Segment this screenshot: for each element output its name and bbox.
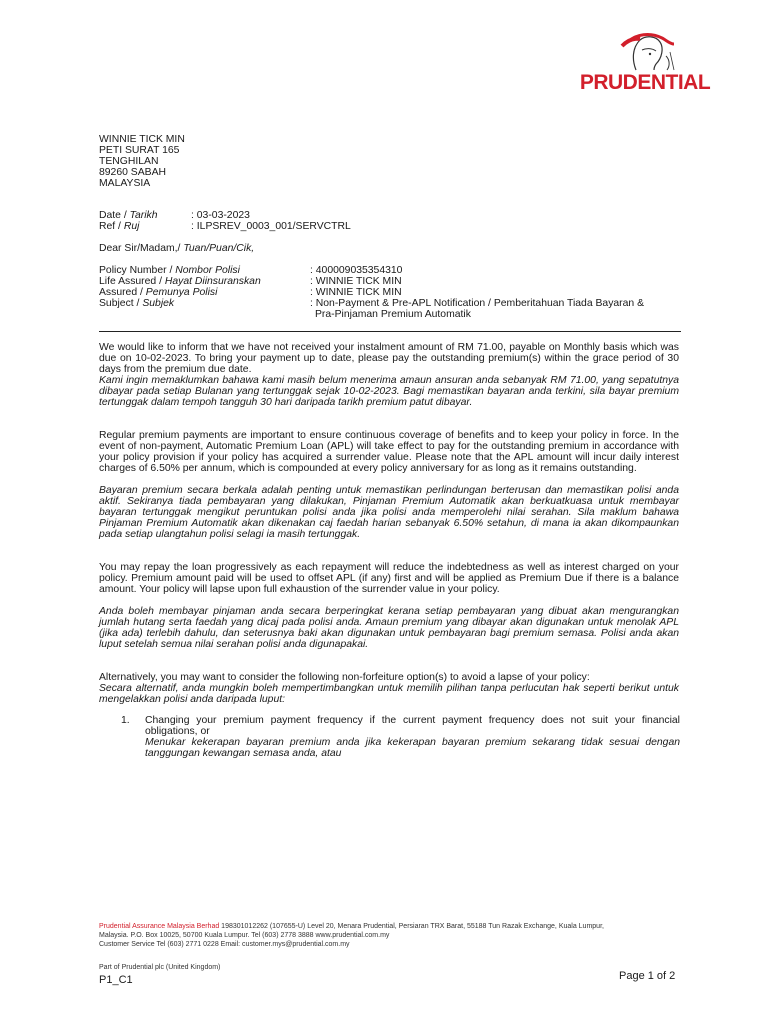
divider bbox=[99, 331, 681, 332]
address-line: PETI SURAT 165 bbox=[99, 145, 180, 156]
prudential-logo bbox=[570, 30, 720, 100]
company-name: Prudential Assurance Malaysia Berhad bbox=[99, 923, 220, 930]
life-assured-value: : WINNIE TICK MIN bbox=[310, 276, 402, 287]
salutation: Dear Sir/Madam,/ Tuan/Puan/Cik, bbox=[99, 243, 255, 254]
page-number: Page 1 of 2 bbox=[619, 970, 676, 982]
ref-row bbox=[99, 221, 399, 232]
footer-line: Malaysia. P.O. Box 10025, 50700 Kuala Lumpur. Tel (603) 2778 3888 www.prudential.com.my bbox=[99, 932, 390, 939]
para-4-ms: Secara alternatif, anda mungkin boleh mempertimbangkan untuk memilih pilihan tanpa perlucutan hak seperti berikut untuk mengelakkan polisi anda daripada luput: bbox=[99, 683, 679, 705]
address-line: MALAYSIA bbox=[99, 178, 151, 189]
subject-label: Subject / Subjek bbox=[99, 298, 175, 309]
subject-row bbox=[99, 298, 679, 320]
para-1-en: We would like to inform that we have not received your instalment amount of RM 71.00, payable on Monthly basis which was due on 10-02-2023. To bring your payment up to date, please pay the outstanding premium(s) within the grace period of 30 days from the premium due date. bbox=[99, 342, 679, 375]
para-2-en: Regular premium payments are important to ensure continuous coverage of benefits and to keep your policy in force. In the event of non-payment, Automatic Premium Loan (APL) will take effect to pay for the outstanding premium in accordance with your policy provision if your policy has acquired a surrender value. Please note that the APL amount will incur daily interest charges of 6.50% per annum, which is compounded at every policy anniversary for as long as it remains outstanding. bbox=[99, 430, 679, 474]
parent-company-note: Part of Prudential plc (United Kingdom) bbox=[99, 964, 221, 971]
para-3-en: You may repay the loan progressively as each repayment will reduce the indebtedness as well as interest charged on your policy. Premium amount paid will be used to offset APL (if any) first and will be applied as Premium Due if there is a balance amount. Your policy will lapse upon full exhaustion of the surrender value in your policy. bbox=[99, 562, 679, 595]
para-1-ms: Kami ingin memaklumkan bahawa kami masih belum menerima amaun ansuran anda sebanyak RM 71.00, yang sepatutnya dibayar pada setiap Bulanan yang tertunggak sejak 10-02-2023. Bagi memastikan bayaran anda terkini, sila bayar premium tertunggak dalam tempoh tangguh 30 hari daripada tarikh premium patut dibayar. bbox=[99, 375, 679, 408]
ref-label: Ref / Ruj bbox=[99, 221, 140, 232]
footer-line: Customer Service Tel (603) 2771 0228 Email: customer.mys@prudential.com.my bbox=[99, 941, 350, 948]
company-footer bbox=[99, 922, 699, 949]
date-value: : 03-03-2023 bbox=[191, 210, 250, 221]
life-assured-label: Life Assured / Hayat Diinsuranskan bbox=[99, 276, 261, 287]
life-assured-row bbox=[99, 276, 679, 287]
policy-number-row bbox=[99, 265, 679, 276]
ref-value: : ILPSREV_0003_001/SERVCTRL bbox=[191, 221, 351, 232]
assured-value: : WINNIE TICK MIN bbox=[310, 287, 402, 298]
footer-line: Prudential Assurance Malaysia Berhad 198301012262 (107655-U) Level 20, Menara Prudential, Persiaran TRX Barat, 55188 Tun Razak Exchange, Kuala Lumpur, bbox=[99, 923, 604, 930]
address-line: TENGHILAN bbox=[99, 156, 159, 167]
para-4-en: Alternatively, you may want to consider the following non-forfeiture option(s) to avoid a lapse of your policy: bbox=[99, 672, 590, 683]
recipient-address bbox=[99, 134, 349, 189]
prudence-head-icon bbox=[570, 30, 720, 72]
date-row bbox=[99, 210, 399, 221]
address-line: WINNIE TICK MIN bbox=[99, 134, 185, 145]
policy-number-label: Policy Number / Nombor Polisi bbox=[99, 265, 240, 276]
list-item-number: 1. bbox=[121, 715, 130, 726]
address-line: 89260 SABAH bbox=[99, 167, 167, 178]
para-2-ms: Bayaran premium secara berkala adalah penting untuk memastikan perlindungan berterusan dan memastikan polisi anda aktif. Sekiranya tiada pembayaran yang dilakukan, Pinjaman Premium Automatik akan berkuatkuasa untuk membayar bayaran tertunggak mengikut peruntukan polisi anda jika polisi anda memperolehi nilai serahan. Sila maklum bahawa Pinjaman Premium Automatik akan dikenakan caj faedah harian sebanyak 6.50% setahun, di mana ia akan dikompaunkan pada setiap ulangtahun polisi selagi ia masih tertunggak. bbox=[99, 485, 679, 540]
list-item bbox=[121, 715, 681, 759]
policy-number-value: : 400009035354310 bbox=[310, 265, 403, 276]
list-item-text: Changing your premium payment frequency if the current payment frequency does not suit your financial obligations, or Menukar kekerapan bayaran premium anda jika kekerapan bayaran premium sekarang tidak sesuai dengan tanggungan kewangan semasa anda, atau bbox=[145, 715, 680, 759]
date-label: Date / Tarikh bbox=[99, 210, 158, 221]
para-3-ms: Anda boleh membayar pinjaman anda secara berperingkat kerana setiap pembayaran yang dibuat akan mengurangkan jumlah hutang serta faedah yang dicaj pada polisi anda. Amaun premium yang dibayar akan digunakan untuk menolak APL (jika ada) terlebih dahulu, dan seterusnya baki akan digunakan untuk pembayaran bagi premium semasa. Polisi anda akan luput setelah semua nilai serahan polisi anda digunapakai. bbox=[99, 606, 679, 650]
logo-wordmark: PRUDENTIAL bbox=[579, 71, 711, 94]
subject-value: : Non-Payment & Pre-APL Notification / Pemberitahuan Tiada Bayaran & Pra-Pinjaman Premium Automatik bbox=[310, 298, 645, 320]
assured-label: Assured / Pemunya Polisi bbox=[99, 287, 218, 298]
document-code: P1_C1 bbox=[99, 974, 133, 986]
assured-row bbox=[99, 287, 679, 298]
